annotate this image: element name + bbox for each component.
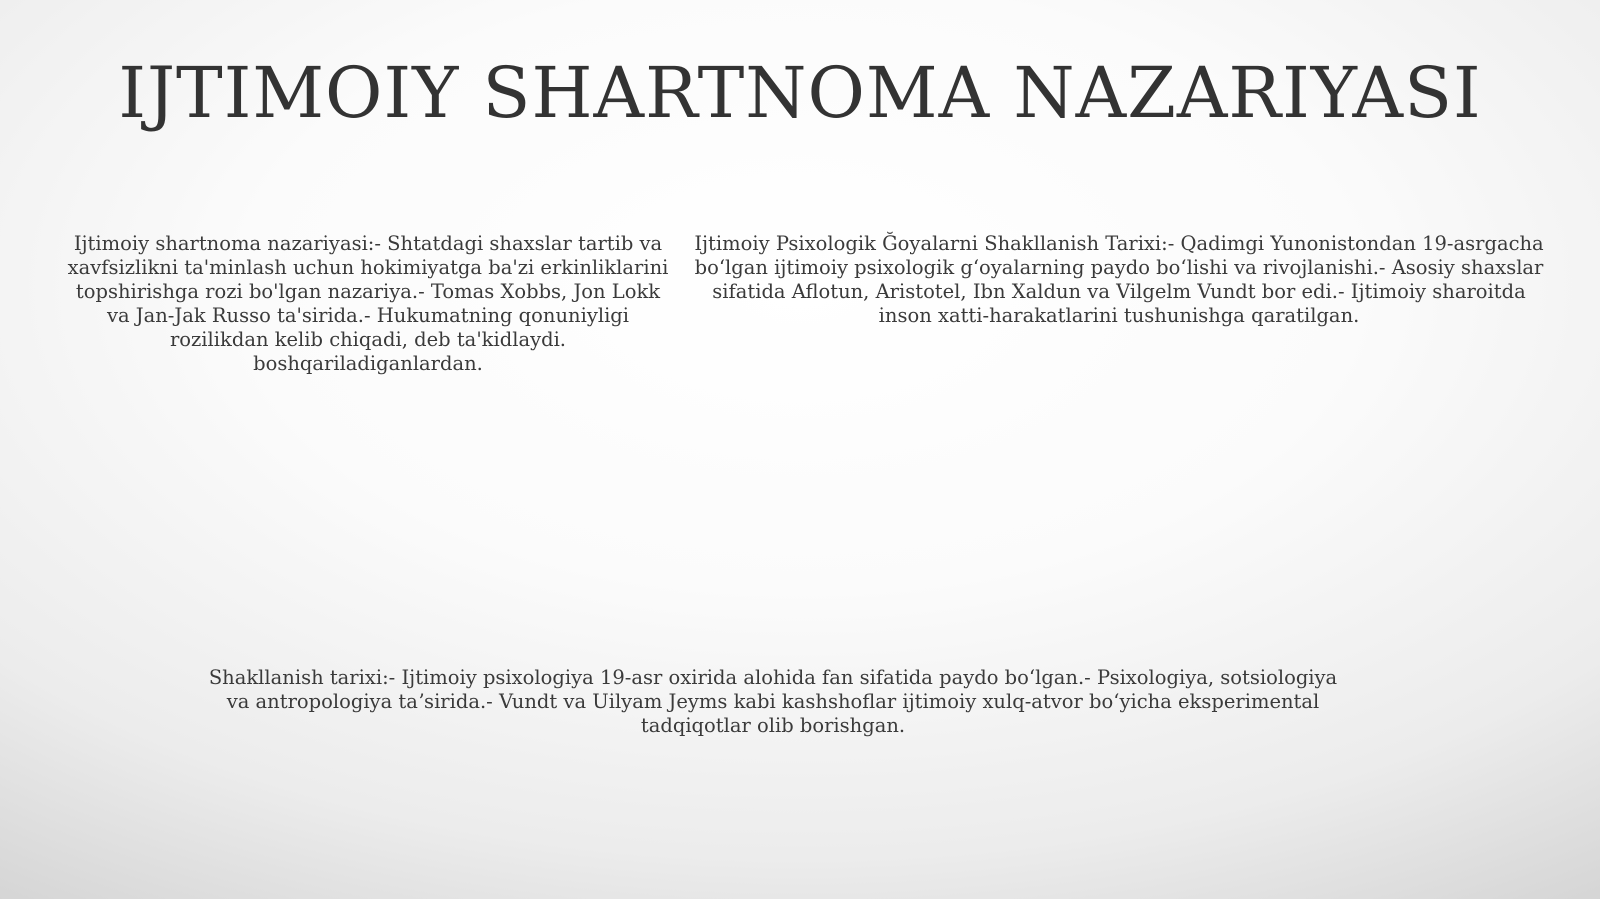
text-block-social-contract: Ijtimoiy shartnoma nazariyasi:- Shtatdagi shaxslar tartib va xavfsizlikni ta'minlash uchun hokimiyatga ba'zi erkinliklarini topshirishga rozi bo'lgan nazariya.- Tomas Xobbs, Jon Lokk va Jan-Jak Russo ta'sirida.- Hukumatning qonuniyligi rozilikdan kelib chiqadi, deb ta'kidlaydi. boshqariladiganlardan. (67, 232, 669, 375)
slide-title: IJTIMOIY SHARTNOMA NAZARIYASI (118, 52, 1482, 134)
text-block-formation-history: Shakllanish tarixi:- Ijtimoiy psixologiya 19-asr oxirida alohida fan sifatida paydo boʻlgan.- Psixologiya, sotsiologiya va antropologiya taʼsirida.- Vundt va Uilyam Jeyms kabi kashshoflar ijtimoiy xulq-atvor boʻyicha eksperimental tadqiqotlar olib borishgan. (208, 666, 1338, 737)
text-block-history-of-ideas: Ijtimoiy Psixologik Ğoyalarni Shakllanish Tarixi:- Qadimgi Yunonistondan 19-asrgacha boʻlgan ijtimoiy psixologik gʻoyalarning paydo boʻlishi va rivojlanishi.- Asosiy shaxslar sifatida Aflotun, Aristotel, Ibn Xaldun va Vilgelm Vundt bor edi.- Ijtimoiy sharoitda inson xatti-harakatlarini tushunishga qaratilgan. (694, 232, 1544, 327)
